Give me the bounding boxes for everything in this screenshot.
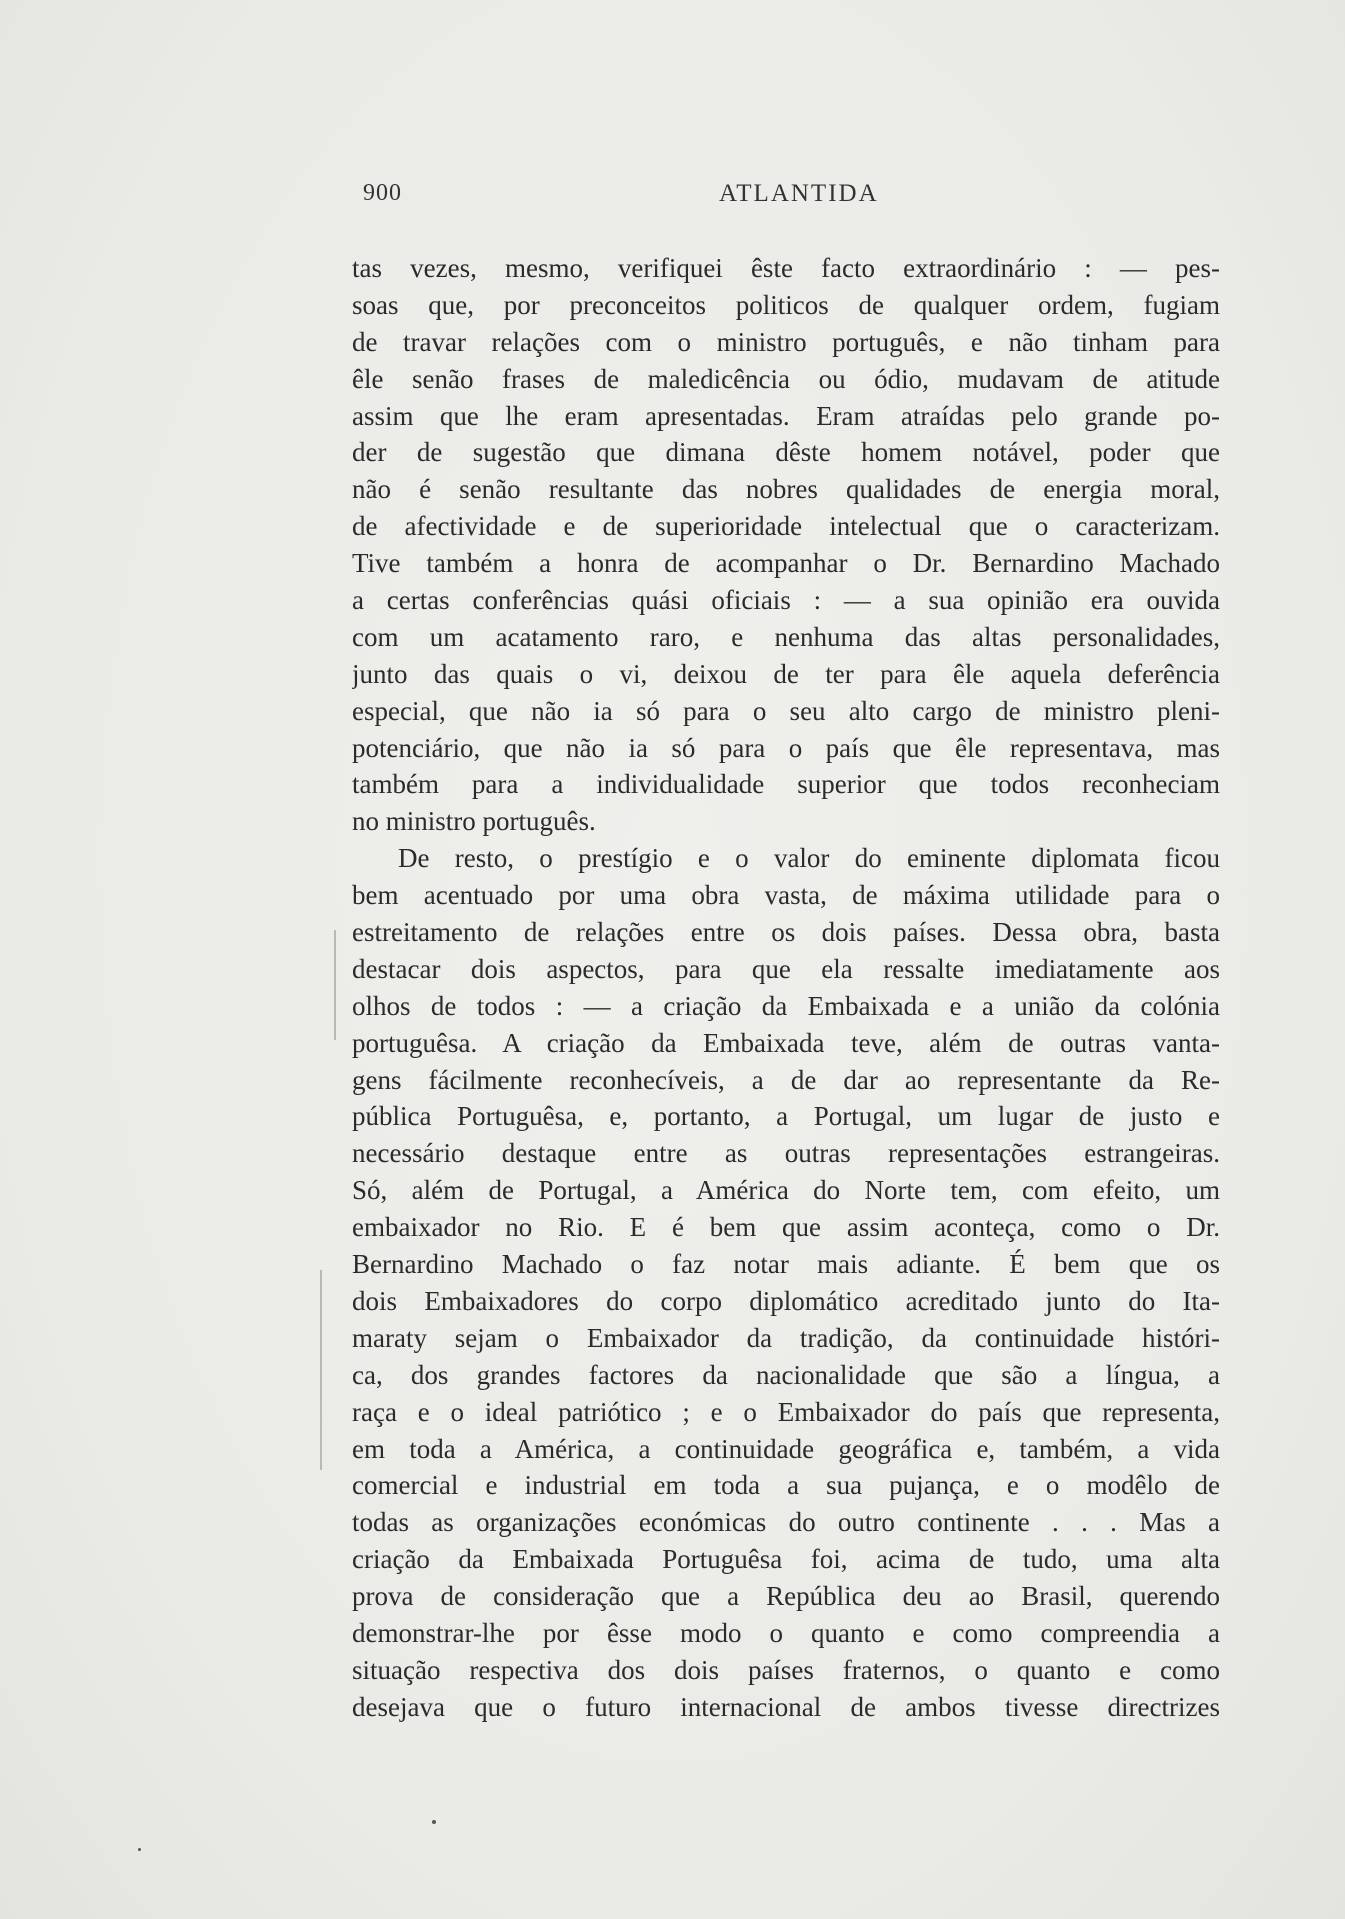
text-line: de afectividade e de superioridade intelectual que o caracterizam. [352, 511, 1220, 542]
text-line: maraty sejam o Embaixador da tradição, da continuidade históri- [352, 1322, 1220, 1353]
text-line: comercial e industrial em toda a sua pujança, e o modêlo de [352, 1470, 1220, 1501]
text-line: estreitamento de relações entre os dois países. Dessa obra, basta [352, 917, 1220, 948]
text-line: a certas conferências quási oficiais : — a sua opinião era ouvida [352, 585, 1220, 616]
text-line: com um acatamento raro, e nenhuma das altas personalidades, [352, 621, 1220, 652]
scan-margin-mark [320, 1270, 322, 1470]
text-line: der de sugestão que dimana dêste homem notável, poder que [352, 437, 1220, 468]
text-line: não é senão resultante das nobres qualidades de energia moral, [352, 474, 1220, 505]
text-line: olhos de todos : — a criação da Embaixada e a união da colónia [352, 990, 1220, 1021]
text-line: prova de consideração que a República deu ao Brasil, querendo [352, 1581, 1220, 1612]
paragraph-end-line: no ministro português. [352, 806, 596, 837]
scan-speck [138, 1848, 141, 1851]
text-line: de travar relações com o ministro português, e não tinham para [352, 326, 1220, 357]
text-line: também para a individualidade superior que todos reconheciam [352, 769, 1220, 800]
text-line: todas as organizações económicas do outro continente . . . Mas a [352, 1507, 1220, 1538]
text-line: Tive também a honra de acompanhar o Dr. Bernardino Machado [352, 548, 1220, 579]
text-line: tas vezes, mesmo, verifiquei êste facto extraordinário : — pes- [352, 253, 1220, 283]
text-line: em toda a América, a continuidade geográfica e, também, a vida [352, 1433, 1220, 1464]
scan-margin-mark [334, 930, 336, 1040]
text-line: bem acentuado por uma obra vasta, de máxima utilidade para o [352, 880, 1220, 911]
text-line: desejava que o futuro internacional de ambos tivesse directrizes [352, 1691, 1220, 1722]
text-line: destacar dois aspectos, para que ela ressalte imediatamente aos [352, 953, 1220, 984]
page-number: 900 [363, 180, 402, 206]
text-line: potenciário, que não ia só para o país que êle representava, mas [352, 732, 1220, 763]
text-line: portuguêsa. A criação da Embaixada teve, além de outras vanta- [352, 1027, 1220, 1058]
text-line: especial, que não ia só para o seu alto cargo de ministro pleni- [352, 695, 1220, 726]
text-line: pública Portuguêsa, e, portanto, a Portugal, um lugar de justo e [352, 1101, 1220, 1132]
text-line: criação da Embaixada Portuguêsa foi, acima de tudo, uma alta [352, 1544, 1220, 1575]
text-line: situação respectiva dos dois países fraternos, o quanto e como [352, 1654, 1220, 1685]
scan-speck [432, 1820, 436, 1824]
running-title: ATLANTIDA [719, 180, 879, 207]
text-line: raça e o ideal patriótico ; e o Embaixador do país que representa, [352, 1396, 1220, 1427]
text-line: êle senão frases de maledicência ou ódio, mudavam de atitude [352, 363, 1220, 394]
text-line: dois Embaixadores do corpo diplomático acreditado junto do Ita- [352, 1285, 1220, 1316]
text-line: gens fácilmente reconhecíveis, a de dar ao representante da Re- [352, 1064, 1220, 1095]
text-line: junto das quais o vi, deixou de ter para êle aquela deferência [352, 658, 1220, 689]
text-line: ca, dos grandes factores da nacionalidade que são a língua, a [352, 1359, 1220, 1390]
body-text [352, 250, 1220, 1726]
text-line: soas que, por preconceitos politicos de qualquer ordem, fugiam [352, 289, 1220, 320]
text-line: assim que lhe eram apresentadas. Eram atraídas pelo grande po- [352, 400, 1220, 431]
text-line: embaixador no Rio. E é bem que assim aconteça, como o Dr. [352, 1212, 1220, 1243]
text-line: Bernardino Machado o faz notar mais adiante. É bem que os [352, 1249, 1220, 1280]
text-line: Só, além de Portugal, a América do Norte tem, com efeito, um [352, 1175, 1220, 1206]
page-header [357, 180, 1210, 220]
text-line: necessário destaque entre as outras representações estrangeiras. [352, 1138, 1220, 1169]
paragraph-start-line: De resto, o prestígio e o valor do eminente diplomata ficou [398, 843, 1220, 874]
text-line: demonstrar-lhe por êsse modo o quanto e como compreendia a [352, 1617, 1220, 1648]
